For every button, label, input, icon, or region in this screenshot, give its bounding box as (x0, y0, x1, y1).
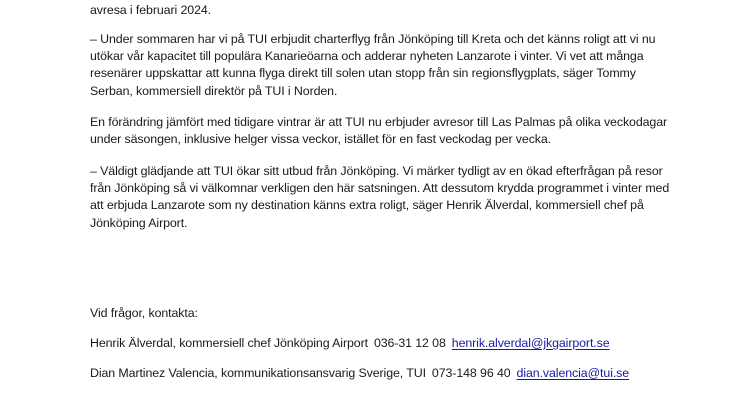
contact-phone: 036-31 12 08 (373, 336, 446, 350)
contact-email-link[interactable]: dian.valencia@tui.se (516, 366, 630, 380)
contact-phone: 073-148 96 40 (431, 366, 511, 380)
paragraph-line: under säsongen, inklusive helger vissa veckor, istället för en fast veckodag per vecka. (90, 132, 552, 147)
paragraph-line: från Jönköping så vi välkomnar verkligen den här satsningen. Att dessutom krydda programmet i vinter med (90, 181, 670, 196)
contact-person-dian (90, 365, 629, 382)
paragraph-line: avresa i februari 2024. (90, 3, 211, 17)
paragraph-line: resenärer uppskattar att kunna flyga direkt till solen utan stopp från sin regionsflygplats, säger Tommy (90, 66, 636, 81)
paragraph-line: att erbjuda Lanzarote som ny destination känns extra roligt, säger Henrik Älverdal, kommersiell chef på (90, 198, 644, 213)
paragraph-quote-henrik-alverdal (90, 163, 670, 232)
paragraph-line: – Under sommaren har vi på TUI erbjudit charterflyg från Jönköping till Kreta och det känns roligt att vi nu (90, 32, 656, 46)
paragraph-line: En förändring jämfört med tidigare vintrar är att TUI nu erbjuder avresor till Las Palmas på olika veckodagar (90, 115, 668, 129)
contact-name-title: Henrik Älverdal, kommersiell chef Jönköping Airport (90, 336, 368, 350)
paragraph-line: Jönköping Airport. (90, 215, 188, 230)
paragraph-departure-date (90, 2, 670, 19)
paragraph-line: – Väldigt glädjande att TUI ökar sitt utbud från Jönköping. Vi märker tydligt av en ökad efterfrågan på resor (90, 164, 663, 178)
paragraph-line: Serban, kommersiell direktör på TUI i Norden. (90, 83, 338, 98)
paragraph-line: utökar vår kapacitet till populära Kanarieöarna och adderar nyheten Lanzarote i vinter. Vi vet att många (90, 49, 644, 64)
contact-email-link[interactable]: henrik.alverdal@jkgairport.se (451, 336, 610, 350)
paragraph-las-palmas (90, 114, 670, 148)
paragraph-quote-tommy-serban (90, 31, 670, 100)
contact-heading: Vid frågor, kontakta: (90, 306, 198, 320)
contact-person-henrik (90, 335, 610, 352)
contact-name-title: Dian Martinez Valencia, kommunikationsansvarig Sverige, TUI (90, 366, 426, 380)
